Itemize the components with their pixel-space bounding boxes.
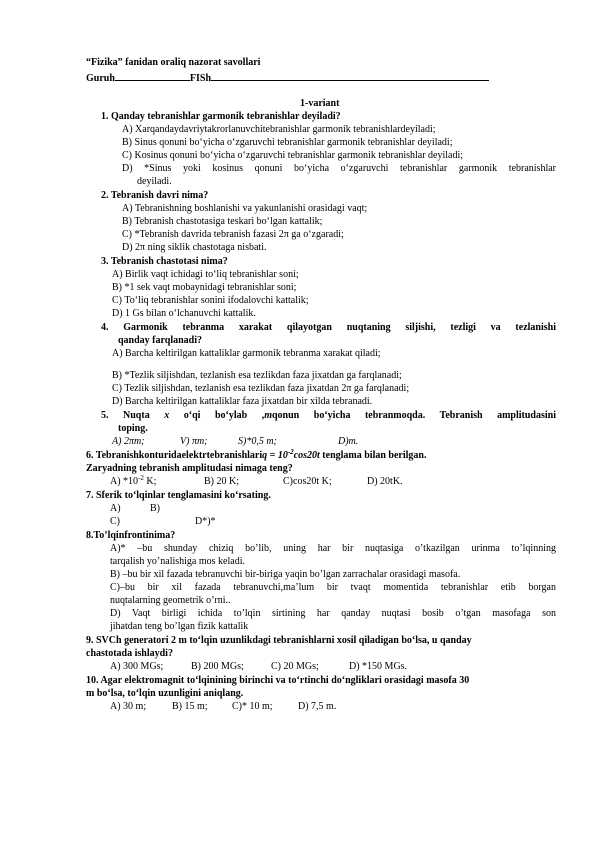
q9-option-d: D) *150 MGs. [349,661,408,672]
name-blank [211,71,489,81]
q5-option-a: A) 2πm; [112,436,145,447]
question-4: 4. Garmonik tebranma xarakat qilayotgan nuqtaning siljishi, tezligi va tezlanishi [101,322,556,333]
question-6: 6. Tebranishkonturidaelektrtebranishlariq = $10^{-2}\cos 20t$ tenglama bilan berilgan. [86,448,427,461]
question-10-cont: m bo‘lsa, to‘lqin uzunligini aniqlang. [86,688,244,699]
q8-option-c: C)–bu bir xil fazada tebranuvchi,ma’lum bir tvaqt momentida tebranishlar etib borgan [110,582,556,593]
q10-option-c: C)* 10 m; [232,701,273,712]
q2-option-b: B) Tebranish chastotasiga teskari bo‘lgan kattalik; [122,216,323,227]
q7-option-b: B) [150,503,160,514]
q8-option-d: D) Vaqt birligi ichida to’lqin sirtining har qanday nuqtasi bosib o’tgan masofaga son [110,608,556,619]
q5-option-b: V) πm; [180,436,208,447]
q5-option-c: S)*0,5 m; [238,436,277,447]
q1-option-b: B) Sinus qonuni bo‘yicha o‘zgaruvchi tebranishlar garmonik tebranishlar deyiladi; [122,137,453,148]
variant-heading: 1-variant [300,98,340,109]
question-5: 5. Nuqta x o‘qi bo‘ylab ,mqonun bo‘yicha tebranmoqda. Tebranish amplitudasini [101,410,557,421]
question-7: 7. Sferik to‘lqinlar tenglamasini ko‘rsating. [86,490,271,501]
group-name-line [86,71,489,85]
question-5-cont: toping. [118,423,148,434]
q9-option-c: C) 20 MGs; [271,661,319,672]
q2-option-d: D) 2π ning siklik chastotaga nisbati. [122,242,267,253]
name-label: FISh [189,73,212,84]
q4-option-b: B) *Tezlik siljishdan, tezlanish esa tezlikdan faza jixatdan ga farqlanadi; [112,370,402,381]
q2-option-a: A) Tebranishning boshlanishi va yakunlanishi orasidagi vaqt; [122,203,368,214]
q10-option-d: D) 7,5 m. [298,701,337,712]
q1-option-c: C) Kosinus qonuni bo‘yicha o‘zgaruvchi tebranishlar garmonik tebranishlar deyiladi; [122,150,464,161]
q4-option-c: C) Tezlik siljishdan, tezlanish esa tezlikdan faza jixatdan 2π ga farqlanadi; [112,383,410,394]
q1-option-d-cont: deyiladi. [137,176,172,187]
q6-option-b: B) 20 K; [204,476,239,487]
question-1: 1. Qanday tebranishlar garmonik tebranishlar deyiladi? [101,111,341,122]
q4-option-a: A) Barcha keltirilgan kattaliklar garmonik tebranma xarakat qiladi; [112,348,381,359]
q5-option-d: D)m. [338,436,359,447]
q2-option-c: C) *Tebranish davrida tebranish fazasi 2π ga o‘zgaradi; [122,229,344,240]
question-10: 10. Agar elektromagnit to‘lqinining birinchi va to‘rtinchi do‘ngliklari orasidagi masofa 30 [86,675,470,686]
q8-option-d-cont: jihatdan teng bo’lgan fizik kattalik [110,621,249,632]
q7-option-d: D*)* [195,516,216,527]
question-6-cont: Zaryadning tebranish amplitudasi nimaga teng? [86,463,293,474]
q3-option-d: D) 1 Gs bilan o‘lchanuvchi kattalik. [112,308,256,319]
q8-option-b: B) –bu bir xil fazada tebranuvchi bir-biriga yaqin bo’lgan zarrachalar orasidagi masofa. [110,569,461,580]
question-9-cont: chastotada ishlaydi? [86,648,173,659]
q10-option-a: A) 30 m; [110,701,147,712]
q1-option-a: A) Xarqandaydavriytakrorlanuvchitebranishlar garmonik tebranishlardeyiladi; [122,124,436,135]
q7-option-c: C) [110,516,120,527]
group-blank [115,71,190,81]
q8-option-c-cont: nuqtalarning geometrik o’rni.. [110,595,231,606]
q7-option-a: A) [110,503,121,514]
q9-option-a: A) 300 MGs; [110,661,164,672]
q8-option-a-cont: tarqalish yo’nalishiga mos keladi. [110,556,245,567]
q3-option-a: A) Birlik vaqt ichidagi to‘liq tebranishlar soni; [112,269,299,280]
q10-option-b: B) 15 m; [172,701,208,712]
q6-option-a: A) $*10^{-2}$ K; [110,474,157,487]
question-8: 8.To’lqinfrontinima? [86,530,176,541]
q6-option-c: C)cos20t K; [283,476,332,487]
q1-option-d: D) *Sinus yoki kosinus qonuni bo‘yicha o‘zgaruvchi tebranishlar garmonik tebranishlar [122,163,556,174]
q6-option-d: D) 20tK. [367,476,403,487]
q3-option-b: B) *1 sek vaqt mobaynidagi tebranishlar soni; [112,282,297,293]
q4-option-d: D) Barcha keltirilgan kattaliklar faza jixatdan bir xilda tebranadi. [112,396,373,407]
question-4-cont: qanday farqlanadi? [118,335,203,346]
question-3: 3. Tebranish chastotasi nima? [101,256,228,267]
question-2: 2. Tebranish davri nima? [101,190,209,201]
q9-option-b: B) 200 MGs; [191,661,244,672]
q8-option-a: A)* –bu shunday chiziq bo’lib, uning har bir nuqtasiga o’tkazilgan urinma to’lqinning [110,543,556,554]
document-title: “Fizika” fanidan oraliq nazorat savollari [86,57,261,68]
question-9: 9. SVCh generatori 2 m to‘lqin uzunlikdagi tebranishlarni xosil qiladigan bo‘lsa, u qanday [86,635,472,646]
group-label: Guruh [86,73,115,84]
q3-option-c: C) To‘liq tebranishlar sonini ifodalovchi kattalik; [112,295,309,306]
